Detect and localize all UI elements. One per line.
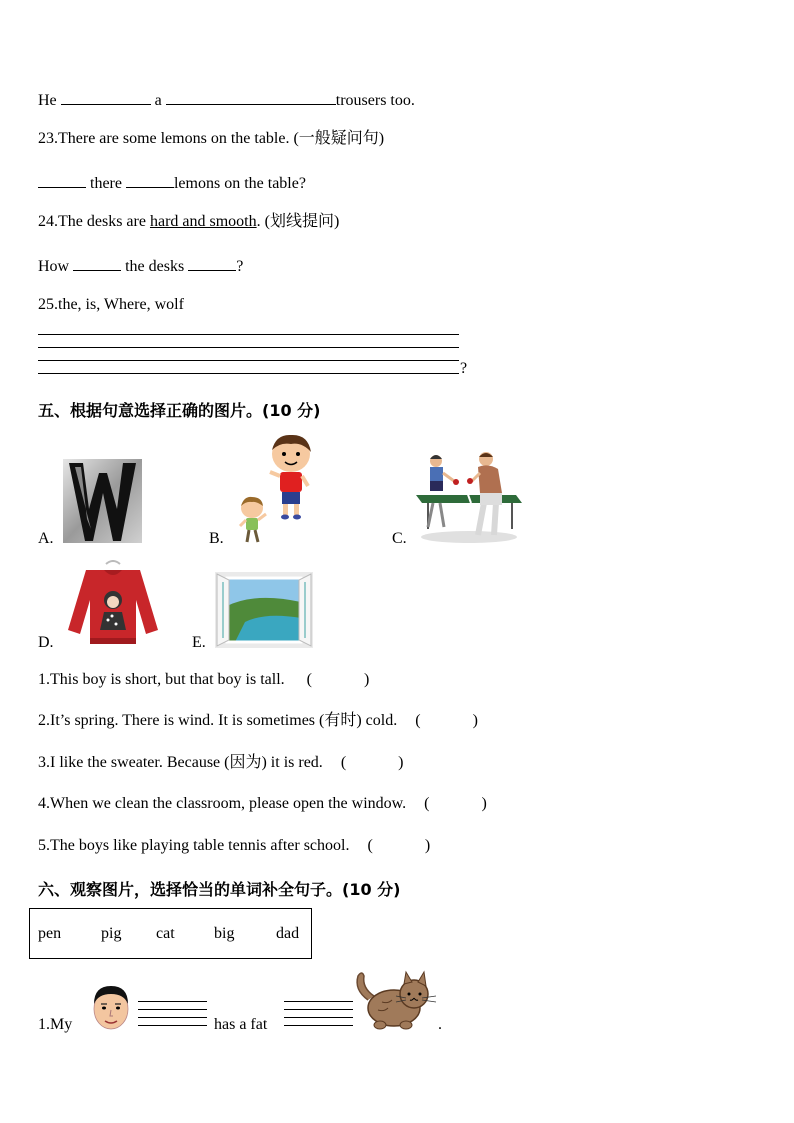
answer-rule-4[interactable] (38, 373, 459, 374)
s6-q1-blank-1[interactable] (138, 1001, 207, 1026)
label-e: E. (192, 634, 206, 651)
dad-face-picture (88, 982, 134, 1032)
q24-underlined: hard and smooth (149, 213, 257, 230)
label-d: D. (38, 634, 54, 651)
q22-he: He (38, 92, 57, 109)
word-bank (29, 908, 312, 959)
q24-blank-2[interactable] (188, 254, 236, 271)
s5-answer-4[interactable] (424, 794, 492, 814)
s5-question-3 (38, 753, 409, 773)
q22-a: a (154, 92, 162, 109)
q22-trousers: trousers too. (335, 92, 415, 109)
q24-prefix: 24.The desks are (38, 213, 150, 230)
word-cat: cat (156, 925, 175, 942)
label-a: A. (38, 530, 54, 547)
paren-close: ) (398, 754, 404, 771)
fat-cat-picture (352, 970, 438, 1032)
s5-answer-1[interactable] (307, 670, 375, 690)
q23-prompt: 23.There are some lemons on the table. (一般疑问句) (38, 130, 385, 147)
s5-answer-3[interactable] (341, 753, 409, 773)
paren-close: ) (481, 795, 487, 812)
s5-question-5-text: 5.The boys like playing table tennis after school. (38, 837, 350, 854)
q23-there: there (90, 175, 122, 192)
word-big: big (214, 925, 235, 942)
boys-picture (236, 432, 318, 544)
section5-heading: 五、根据句意选择正确的图片。(10 分) (38, 401, 321, 420)
q24-suffix: . (划线提问) (256, 213, 340, 230)
q22-blank-1[interactable] (61, 88, 151, 105)
q22-blank-2[interactable] (166, 88, 336, 105)
q22-line (38, 88, 415, 111)
q23-blank-2[interactable] (126, 171, 174, 188)
table-tennis-picture (416, 451, 522, 545)
q24-blank-1[interactable] (73, 254, 121, 271)
answer-rule-1[interactable] (38, 334, 459, 335)
paren-close: ) (364, 671, 370, 688)
q23-blank-1[interactable] (38, 171, 86, 188)
q25-end-mark: ? (460, 360, 468, 377)
wind-picture (63, 459, 142, 543)
s5-answer-2[interactable] (415, 711, 483, 731)
label-b: B. (209, 530, 224, 547)
paren-close: ) (472, 712, 478, 729)
s6-q1-end: . (438, 1016, 442, 1033)
q25-prompt: 25.the, is, Where, wolf (38, 296, 184, 313)
paren-open: ( (367, 837, 373, 854)
q24-qmark: ? (236, 258, 244, 275)
s5-question-1 (38, 670, 375, 690)
answer-rule-2[interactable] (38, 347, 459, 348)
word-pig: pig (101, 925, 122, 942)
sweater-picture (66, 560, 160, 650)
q24-answer-line (38, 254, 243, 277)
s5-question-1-text: 1.This boy is short, but that boy is tall. (38, 671, 285, 688)
q24-prompt (38, 212, 339, 232)
paren-open: ( (415, 712, 421, 729)
window-picture (215, 572, 313, 648)
q23-answer-line (38, 171, 306, 194)
s5-question-3-text: 3.I like the sweater. Because (因为) it is red. (38, 754, 323, 771)
answer-rule-3[interactable] (38, 360, 459, 361)
s5-question-4-text: 4.When we clean the classroom, please open the window. (38, 795, 407, 812)
s5-question-4 (38, 794, 492, 814)
s5-answer-5[interactable] (367, 836, 435, 856)
paren-close: ) (424, 837, 431, 854)
section6-heading: 六、观察图片，选择恰当的单词补全句子。(10 分) (38, 880, 401, 899)
word-pen: pen (38, 925, 62, 942)
paren-open: ( (306, 671, 312, 688)
s5-question-2-text: 2.It’s spring. There is wind. It is sometimes (有时) cold. (38, 712, 398, 729)
s5-question-5 (38, 836, 435, 856)
s6-q1-my: 1.My (38, 1016, 73, 1033)
paren-open: ( (340, 754, 347, 771)
s6-q1-blank-2[interactable] (284, 1001, 353, 1026)
s5-question-2 (38, 711, 483, 731)
q24-how: How (38, 258, 70, 275)
q24-the-desks: the desks (125, 258, 185, 275)
word-dad: dad (276, 925, 300, 942)
label-c: C. (392, 530, 407, 547)
paren-open: ( (424, 795, 430, 812)
s6-q1-has: has a fat (214, 1016, 268, 1033)
q23-rest: lemons on the table? (173, 175, 306, 192)
